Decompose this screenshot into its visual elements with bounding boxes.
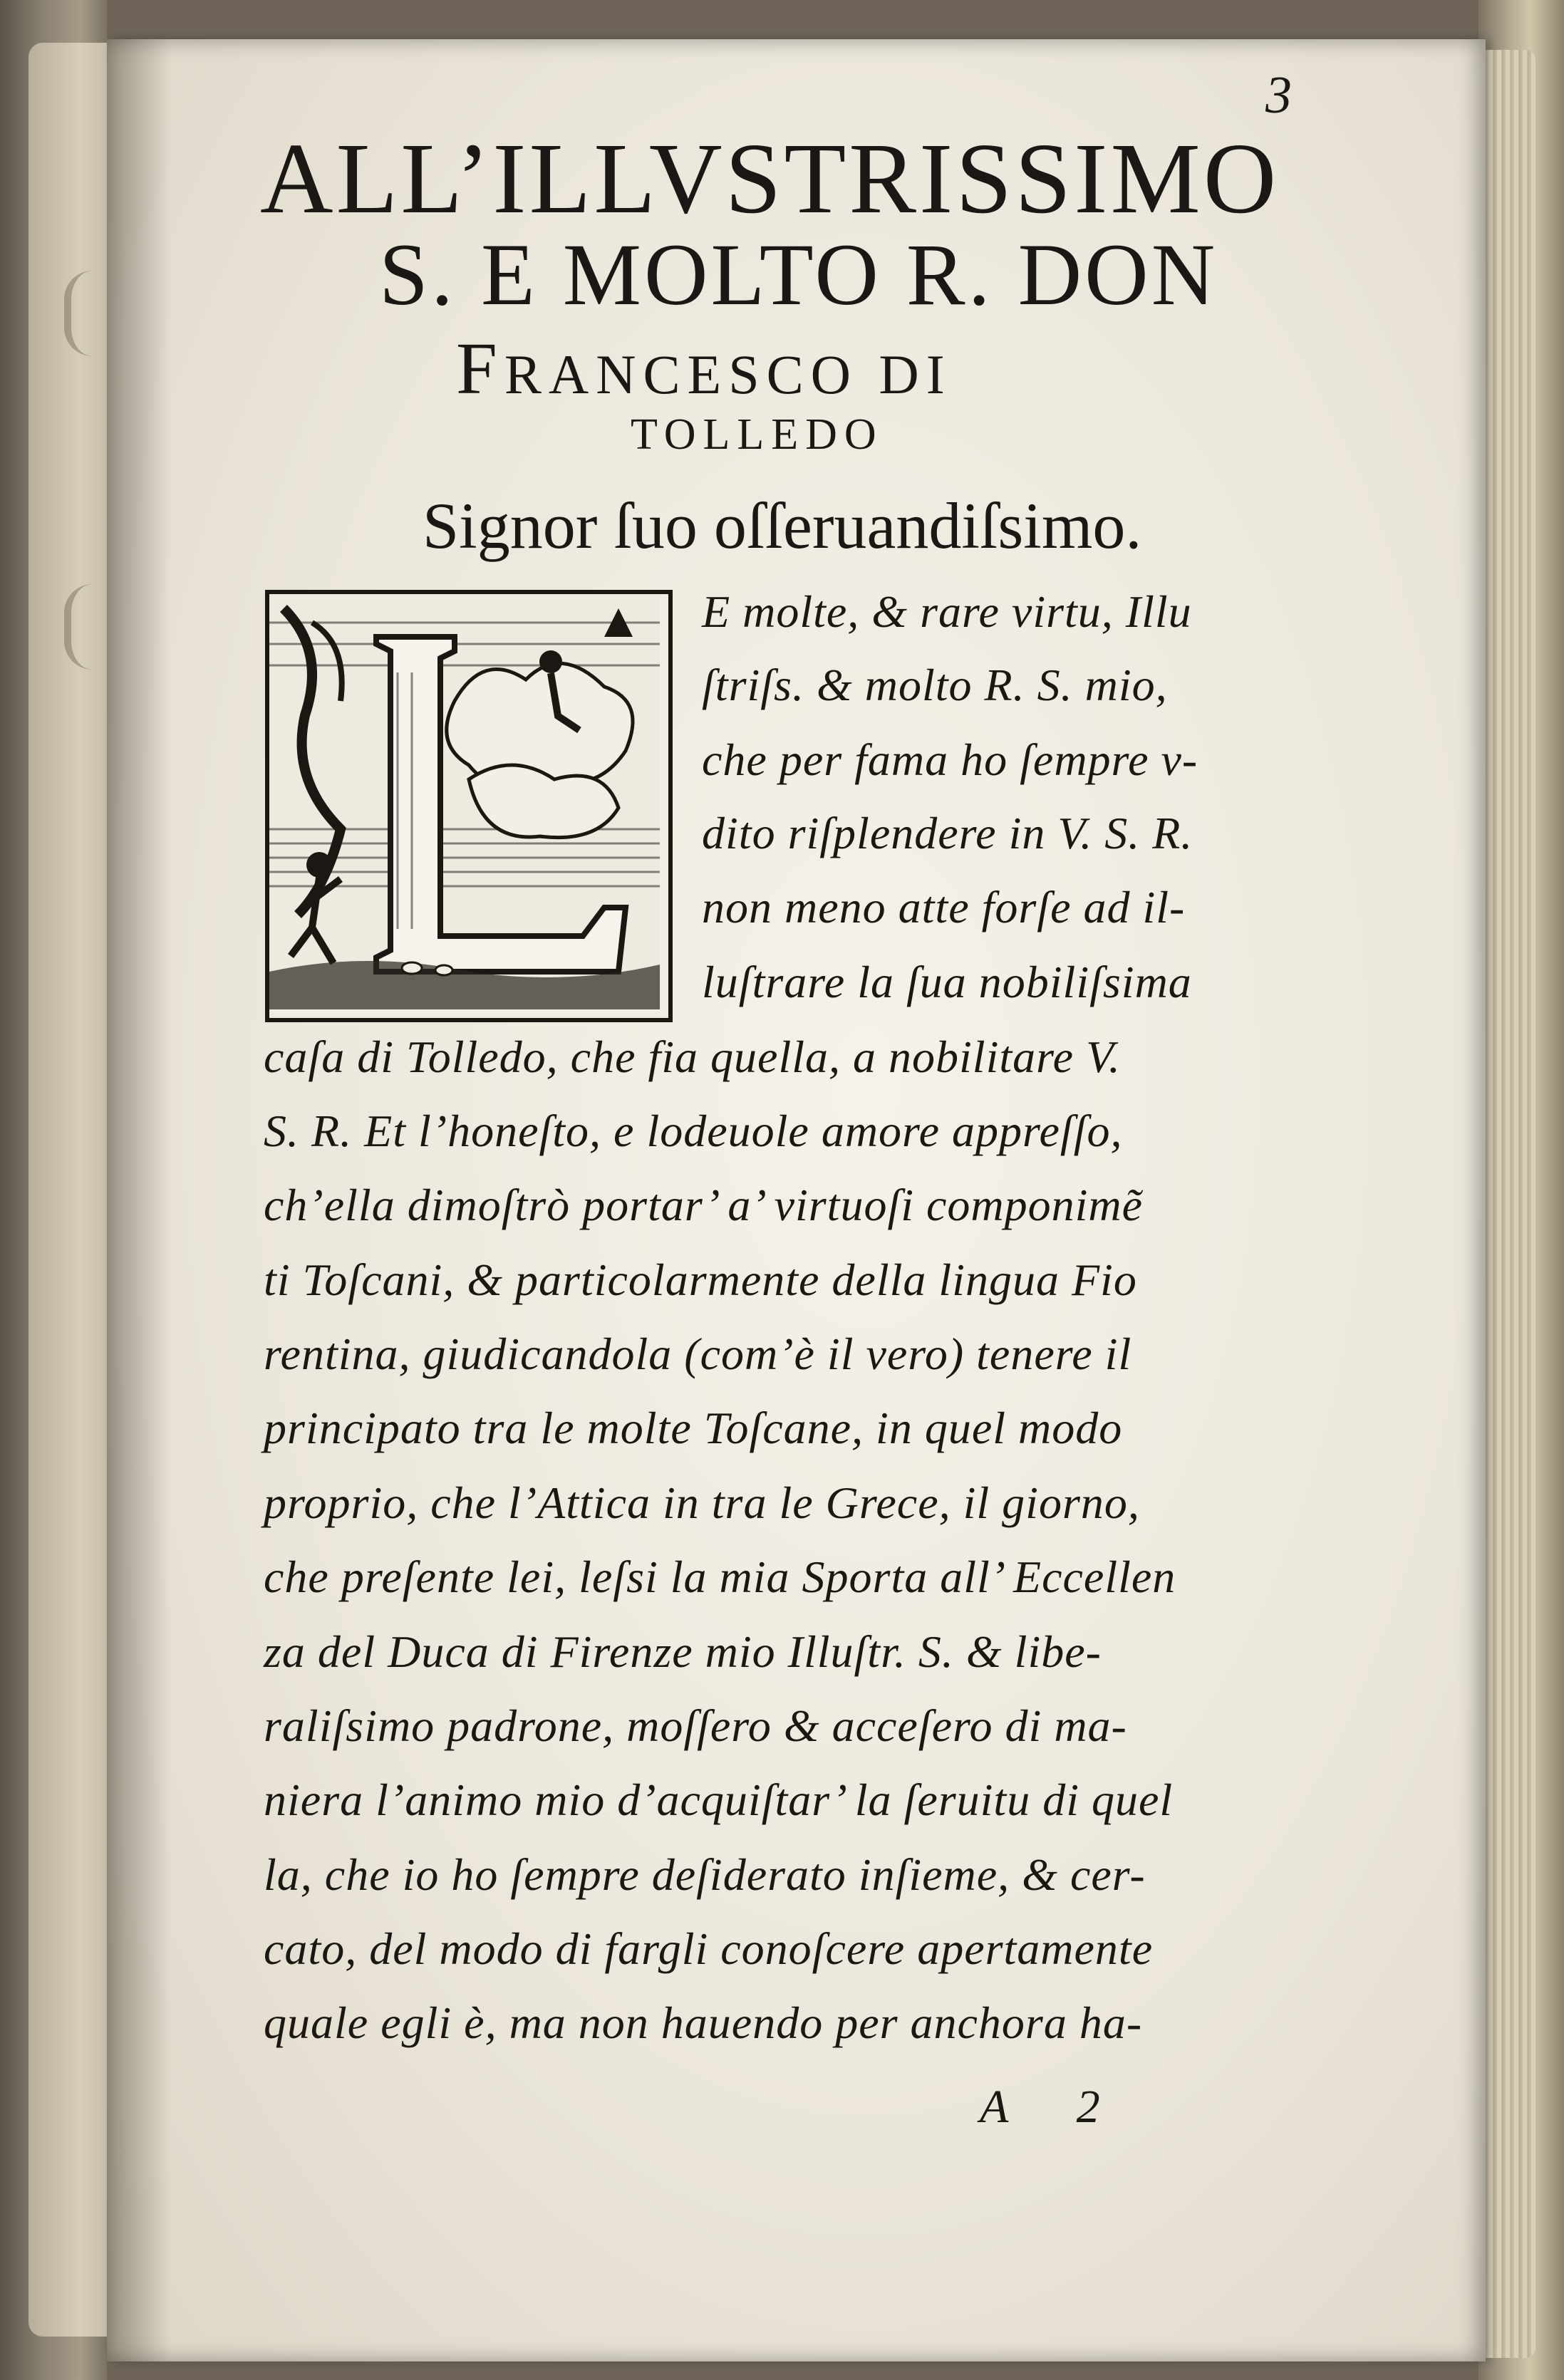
body-line: non meno atte forſe ad il- [702,882,1186,932]
title-line-3-capital: F [456,328,504,410]
body-line: za del Duca di Firenze mio Illuſtr. S. & libe- [264,1626,1102,1677]
body-line: principato tra le molte Toſcane, in quel modo [264,1403,1123,1453]
body-line: luſtrare la ſua nobiliſsima [702,957,1192,1007]
woodcut-illustration [269,594,660,1009]
folio-number: 3 [1265,66,1292,125]
gutter-shadow [107,39,171,2361]
body-line: ti Toſcani, & particolarmente della lingua Fio [264,1254,1137,1305]
dedication-title-line-1: ALL’ILLVSTRISSIMO [260,122,1280,234]
title-line-3-rest: RANCESCO DI [504,343,952,405]
body-line: quale egli è, ma non hauendo per anchora ha- [264,1997,1143,2048]
body-line: ſtriſs. & molto R. S. mio, [702,660,1168,710]
body-line: che preſente lei, leſsi la mia Sporta all’ Eccellen [264,1552,1176,1602]
woodcut-initial [265,590,673,1022]
signature-mark: A 2 [980,2081,1129,2133]
body-line: ch’ella dimoſtrò portar’ a’ virtuoſi componimẽ [264,1180,1144,1230]
dedication-title-line-2: S. E MOLTO R. DON [379,226,1218,323]
body-line: dito riſplendere in V. S. R. [702,808,1193,858]
facing-page-edge [29,43,114,2337]
dedication-title-line-5: Signor ſuo oſſeruandiſsimo. [423,489,1142,562]
body-line: E molte, & rare virtu, Illu [702,586,1192,637]
body-line: che per fama ho ſempre v- [702,734,1198,785]
body-line: S. R. Et l’honeſto, e lodeuole amore appreſſo, [264,1106,1123,1156]
body-line: caſa di Tolledo, che fia quella, a nobilitare V. [264,1031,1121,1082]
body-line: proprio, che l’Attica in tra le Grece, il giorno, [264,1477,1140,1528]
body-line: raliſsimo padrone, moſſero & acceſero di ma- [264,1700,1127,1751]
body-line: niera l’animo mio d’acquiſtar’ la ſeruitu di quel [264,1774,1174,1825]
body-line: la, che io ho ſempre deſiderato inſieme, & cer- [264,1849,1146,1900]
body-line: cato, del modo di fargli conoſcere apertamente [264,1923,1154,1974]
dedication-title-line-3 [456,326,952,411]
body-line: rentina, giudicandola (com’è il vero) tenere il [264,1329,1132,1379]
dedication-title-line-4: TOLLEDO [631,410,884,459]
